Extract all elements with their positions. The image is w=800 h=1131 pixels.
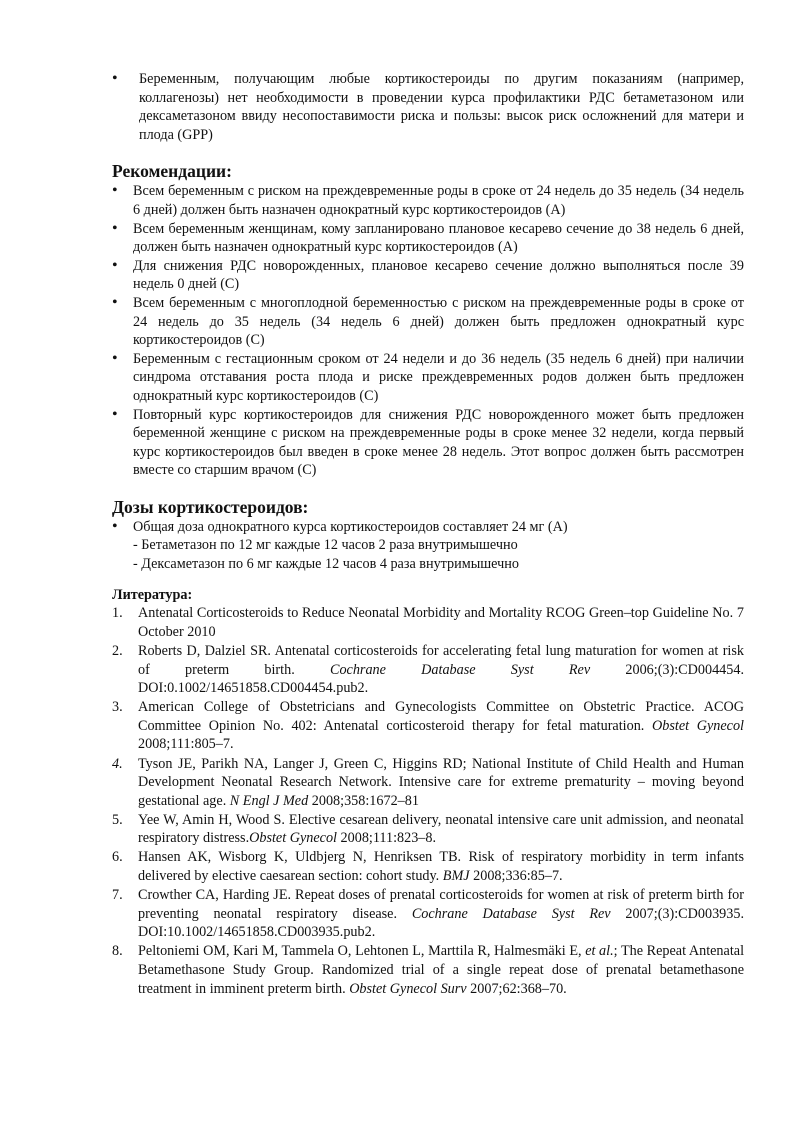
reference-text: Tyson JE, Parikh NA, Langer J, Green C, Higgins RD; National Institute of Child Health and Human Development Neonatal Research Network. Intensive care for extreme prematurity – moving beyond gestational age. <box>138 755 744 809</box>
reference-journal: Cochrane Database Syst Rev <box>411 905 611 922</box>
reference-number: 7. <box>112 887 123 904</box>
doses-heading: Дозы кортикостероидов: <box>112 496 309 517</box>
reference-number: 6. <box>112 849 123 866</box>
reference-number: 5. <box>112 811 123 828</box>
literature-heading: Литература: <box>112 586 193 603</box>
intro-bullet-list <box>112 70 744 144</box>
reference-item <box>112 604 744 641</box>
reference-number: 1. <box>112 605 123 622</box>
reference-text: Hansen AK, Wisborg K, Uldbjerg N, Henriksen TB. Risk of respiratory morbidity in term infants delivered by elective caesarean section: cohort study. <box>138 849 744 885</box>
reference-item <box>112 755 744 811</box>
reference-journal: Obstet Gynecol <box>249 830 337 847</box>
reference-item <box>112 642 744 698</box>
reference-text: ; The Repeat Antenatal Betamethasone Study Group. Randomized trial of a single repeat dose of prenatal betamethasone treatment in imminent preterm birth. <box>138 943 745 997</box>
reference-item <box>112 942 744 998</box>
reference-text: 2007;(3):CD003935. DOI:10.1002/14651858.CD003935.pub2. <box>138 905 744 941</box>
reference-text: 2006;(3):CD004454. DOI:0.1002/14651858.CD004454.pub2. <box>138 661 744 697</box>
reference-number: 8. <box>112 943 123 960</box>
reference-text: Roberts D, Dalziel SR. Antenatal corticosteroids for accelerating fetal lung maturation for women at risk of preterm birth. <box>138 642 744 678</box>
reference-item <box>112 811 744 848</box>
reference-item <box>112 886 744 942</box>
reference-text: 2008;358:1672–81 <box>308 792 419 809</box>
reference-text: 2008;111:805–7. <box>138 736 234 753</box>
recommendation-item: • Всем беременным женщинам, кому запланировано плановое кесарево сечение до 38 недель 6 дней, должен быть назначен однократный курс кортикостероидов (А) <box>112 220 744 257</box>
dose-sub-item-betamethasone: - Бетаметазон по 12 мг каждые 12 часов 2 раза внутримышечно <box>133 537 518 554</box>
reference-text: 2008;111:823–8. <box>336 830 437 847</box>
reference-text: American College of Obstetricians and Gynecologists Committee on Obstetric Practice. ACOG Committee Opinion No. 402: Antenatal corticosteroid therapy for fetal maturation. <box>138 699 744 734</box>
recommendations-list <box>112 182 744 480</box>
doses-list <box>112 518 744 537</box>
recommendation-item: • Всем беременным с многоплодной беременностью с риском на преждевременные роды в сроке от 24 недель до 35 недель (34 недель 6 дней) должен быть предложен однократный курс кортикостероидов (С) <box>112 294 744 350</box>
reference-text: 2008;336:85–7. <box>469 868 563 885</box>
references-list <box>112 604 744 998</box>
reference-text: Antenatal Corticosteroids to Reduce Neonatal Morbidity and Mortality RCOG Green–top Guideline No. 7 October 2010 <box>138 605 744 640</box>
reference-text: Crowther CA, Harding JE. Repeat doses of prenatal corticosteroids for women at risk of preterm birth for preventing neonatal respiratory disease. <box>138 887 744 922</box>
reference-item <box>112 698 744 754</box>
reference-text: Yee W, Amin H, Wood S. Elective cesarean delivery, neonatal intensive care unit admission, and neonatal respiratory distress. <box>138 811 744 847</box>
reference-number: 4. <box>112 755 123 772</box>
recommendation-item: • Всем беременным с риском на преждевременные роды в сроке от 24 недель до 35 недель (34 недель 6 дней) должен быть назначен однократный курс кортикостероидов (А) <box>112 182 744 219</box>
page-content <box>112 70 744 999</box>
reference-text: 2007;62:368–70. <box>466 980 567 997</box>
recommendation-item: • Беременным с гестационным сроком от 24 недели и до 36 недель (35 недель 6 дней) при наличии синдрома отставания роста плода и риске преждевременных родов должен быть предложен однократный курс кортикостероидов (С) <box>112 350 744 406</box>
recommendations-heading: Рекомендации: <box>112 161 232 182</box>
dose-sub-item-dexamethasone: - Дексаметазон по 6 мг каждые 12 часов 4 раза внутримышечно <box>133 556 519 573</box>
reference-journal: Obstet Gynecol Surv <box>349 980 467 997</box>
recommendation-item: • Для снижения РДС новорожденных, плановое кесарево сечение должно выполняться после 39 недель 0 дней (С) <box>112 257 744 294</box>
reference-journal: Obstet Gynecol <box>652 717 744 734</box>
reference-item <box>112 848 744 885</box>
reference-number: 3. <box>112 699 123 716</box>
dose-item: • Общая доза однократного курса кортикостероидов составляет 24 мг (А) <box>112 518 744 537</box>
dose-sub-list <box>112 536 744 573</box>
reference-journal: et al. <box>585 943 614 960</box>
reference-text: Peltoniemi OM, Kari M, Tammela O, Lehtonen L, Marttila R, Halmesmäki E, <box>138 943 586 960</box>
reference-journal: Cochrane Database Syst Rev <box>329 661 591 678</box>
intro-bullet: • Беременным, получающим любые кортикостероиды по другим показаниям (например, коллагенозы) нет необходимости в проведении курса профилактики РДС бетаметазоном или дексаметазоном ввиду несопоставимости риска и пользы: высок риск осложнений для матери и плода (GPP) <box>112 70 744 144</box>
reference-number: 2. <box>112 642 123 659</box>
recommendation-item: • Повторный курс кортикостероидов для снижения РДС новорожденного может быть предложен беременной женщине с риском на преждевременные роды в сроке менее 32 недели, когда первый курс кортикостероидов был введен в сроке менее 28 недель. Этот вопрос должен быть рассмотрен вместе со старшим врачом (С) <box>112 406 744 480</box>
reference-journal: BMJ <box>442 868 470 885</box>
reference-journal: N Engl J Med <box>229 792 309 809</box>
